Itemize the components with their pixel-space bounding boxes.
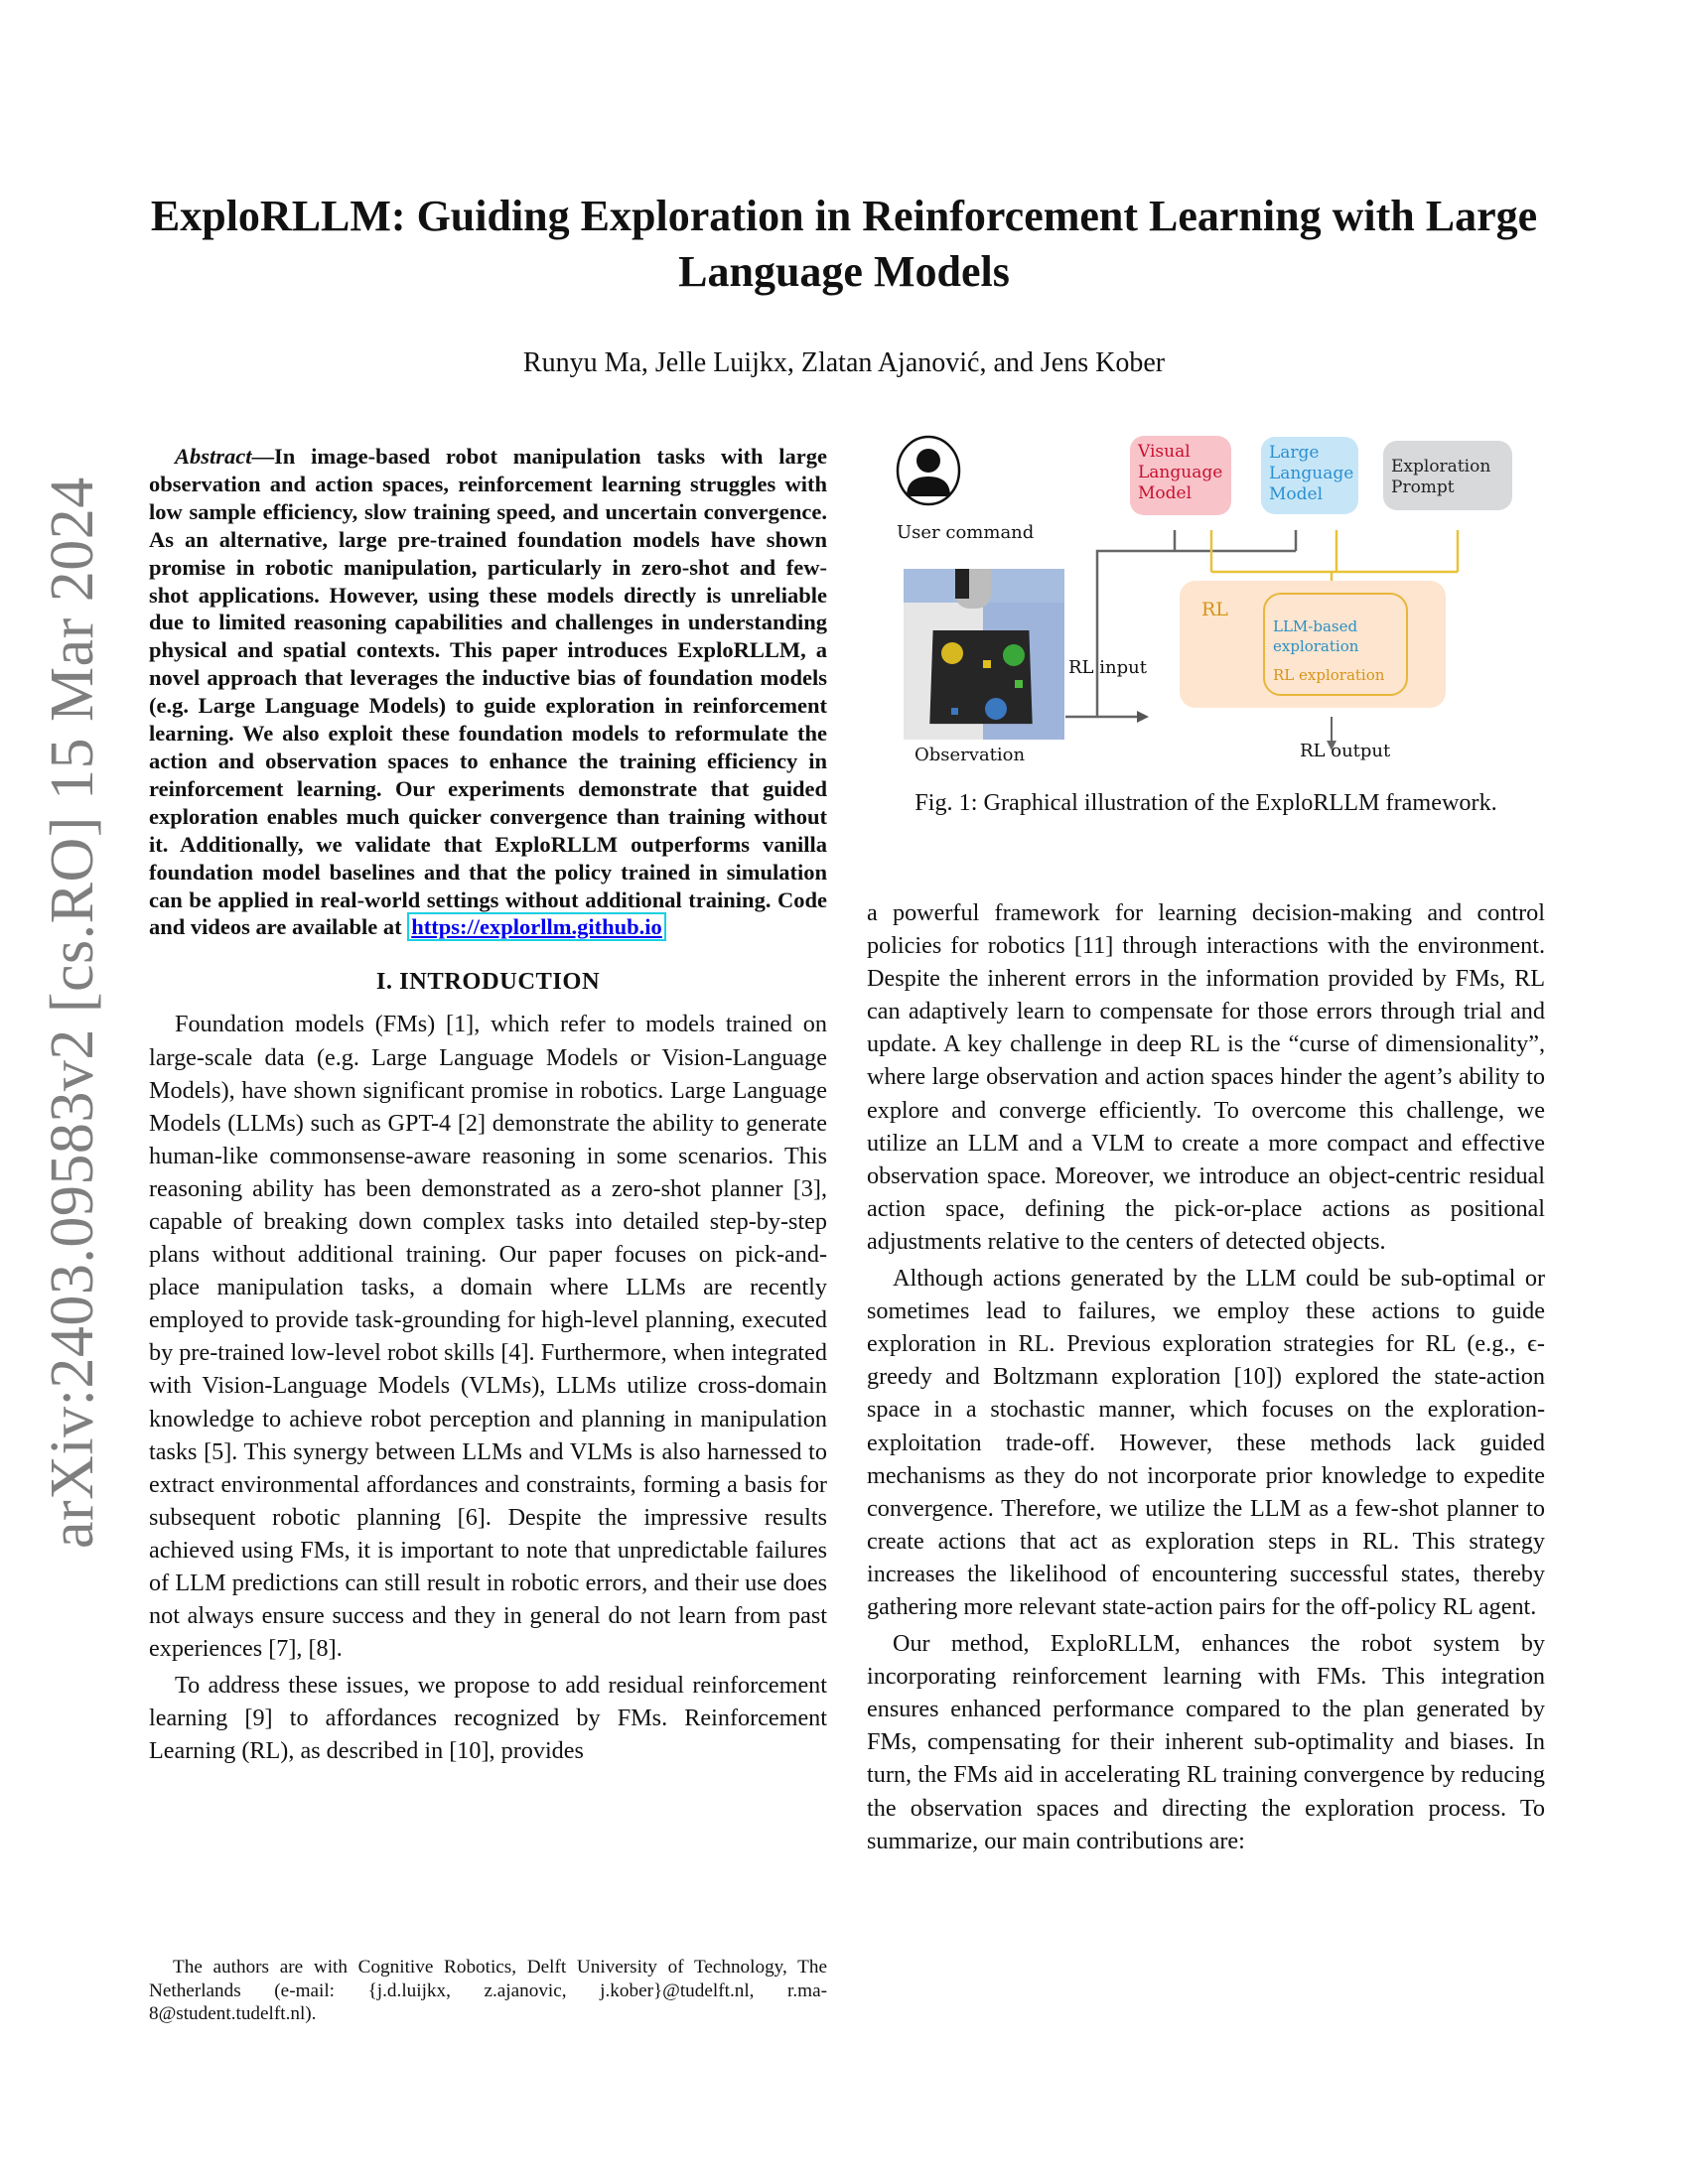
rl-agent-box: [1180, 581, 1446, 708]
abstract-label: Abstract: [175, 444, 252, 469]
observation-image: [904, 569, 1064, 740]
figure-1-caption: Fig. 1: Graphical illustration of the ExploRLLM framework.: [914, 789, 1497, 816]
intro-paragraph: Foundation models (FMs) [1], which refer to models trained on large-scale data (e.g. Large Language Models or Vision-Language Models), have shown significant promise in robotics. Large Language Models (LLMs) such as GPT-4 [2] demonstrate the ability to generate human-like commonsense-aware reasoning in some scenarios. This reasoning ability has been demonstrated as a zero-shot planner [3], capable of breaking down complex tasks into detailed step-by-step plans without additional training. Our paper focuses on pick-and-place manipulation tasks, a domain where LLMs are recently employed to provide task-grounding for high-level planning, executed by pre-trained low-level robot skills [4]. Furthermore, when integrated with Vision-Language Models (VLMs), LLMs utilize cross-domain knowledge to achieve robot perception and planning in manipulation tasks [5]. This synergy between LLMs and VLMs is also harnessed to extract environmental affordances and constraints, forming a basis for subsequent robotic planning [6]. Despite the impressive results achieved using FMs, it is important to note that unpredictable failures of LLM predictions can still result in robotic errors, and their use does not always ensure success and they in general do not learn from past experiences [7], [8].: [149, 1011, 827, 1663]
abstract-dash: —: [251, 444, 275, 469]
right-column: [867, 896, 1545, 1861]
abstract: [149, 443, 827, 941]
yellow-bowl-icon: [941, 642, 963, 664]
green-block-icon: [1015, 680, 1023, 688]
arxiv-identifier-stamp: arXiv:2403.09583v2 [cs.RO] 15 Mar 2024: [39, 477, 106, 1549]
intro-paragraph: Our method, ExploRLLM, enhances the robot system by incorporating reinforcement learning with FMs. This integration ensures enhanced performance compared to the plan generated by FMs, compensating for their inherent sub-optimality and biases. In turn, the FMs aid in accelerating RL training convergence by reducing the observation spaces and directing the exploration process. To summarize, our main contributions are:: [867, 1630, 1545, 1854]
intro-paragraph: To address these issues, we propose to add residual reinforcement learning [9] to affordances recognized by FMs. Reinforcement Learning (RL), as described in [10], provides: [149, 1672, 827, 1765]
yellow-block-icon: [983, 660, 991, 668]
project-website-link[interactable]: https://explorllm.github.io: [407, 912, 666, 941]
exploration-box: [1263, 593, 1408, 696]
rl-label: RL: [1201, 599, 1228, 620]
llm-based-exploration-label: LLM-based exploration: [1273, 617, 1359, 655]
exploration-prompt-box: Exploration Prompt: [1383, 441, 1512, 510]
author-list: Runyu Ma, Jelle Luijkx, Zlatan Ajanović, and Jens Kober: [522, 347, 1166, 378]
figure-1-framework-diagram: [867, 427, 1545, 784]
rl-exploration-label: RL exploration: [1273, 666, 1385, 684]
intro-paragraph-continued: a powerful framework for learning decision-making and control policies for robotics [11] through interactions with the environment. Despite the inherent errors in the information provided by FMs, RL can adaptively learn to compensate for those errors through trial and update. A key challenge in deep RL is the “curse of dimensionality”, where large observation and action spaces hinder the agent’s ability to explore and converge efficiently. To overcome this challenge, we utilize an LLM and a VLM to create a more compact and effective observation space. Moreover, we introduce an object-centric residual action space, defining the pick-or-place actions as positional adjustments relative to the centers of detected objects.: [867, 899, 1545, 1255]
observation-label: Observation: [914, 745, 1026, 765]
green-bowl-icon: [1003, 644, 1025, 666]
visual-language-model-box: Visual Language Model: [1130, 436, 1231, 515]
paper-title: ExploRLLM: Guiding Exploration in Reinforcement Learning with Large Language Models: [150, 192, 1538, 296]
left-column: [149, 443, 827, 1772]
user-command-label: User command: [897, 522, 1035, 543]
abstract-text: In image-based robot manipulation tasks with large observation and action spaces, reinforcement learning struggles with low sample efficiency, slow training speed, and uncertain convergence. As an alternative, large pre-trained foundation models have shown promise in robotic manipulation, particularly in zero-shot and few-shot applications. However, using these models directly is unreliable due to limited reasoning capabilities and challenges in understanding physical and spatial contexts. This paper introduces ExploRLLM, a novel approach that leverages the inductive bias of foundation models (e.g. Large Language Models) to guide exploration in reinforcement learning. We also exploit these foundation models to reformulate the action and observation spaces to enhance the training efficiency in reinforcement learning. Our experiments demonstrate that guided exploration enables much quicker convergence than training without it. Additionally, we validate that ExploRLLM outperforms vanilla foundation model baselines and that the policy trained in simulation can be applied in real-world settings without additional training. Code and videos are available at: [149, 444, 827, 940]
intro-paragraph: Although actions generated by the LLM could be sub-optimal or sometimes lead to failures, we employ these actions to guide exploration in RL. Previous exploration strategies for RL (e.g., ϵ-greedy and Boltzmann exploration [10]) explored the state-action space in a stochastic manner, which focuses on the exploration-exploitation trade-off. However, these methods lack guided mechanisms as they do not incorporate prior knowledge to expedite convergence. Therefore, we utilize the LLM as a few-shot planner to create actions that act as exploration steps in RL. This strategy increases the likelihood of encountering successful states, thereby gathering more relevant state-action pairs for the off-policy RL agent.: [867, 1265, 1545, 1620]
author-affiliation-footnote: The authors are with Cognitive Robotics, Delft University of Technology, The Netherlands (e-mail: {j.d.luijkx, z.ajanovic, j.kober}@tudelft.nl, r.ma-8@student.tudelft.nl).: [149, 1957, 827, 2024]
rl-input-label: RL input: [1068, 657, 1147, 678]
user-icon: [898, 437, 959, 504]
large-language-model-box: Large Language Model: [1261, 437, 1358, 514]
section-heading-introduction: I. INTRODUCTION: [375, 968, 601, 996]
blue-block-icon: [951, 708, 958, 715]
blue-bowl-icon: [985, 698, 1007, 720]
rl-output-label: RL output: [1300, 741, 1391, 761]
